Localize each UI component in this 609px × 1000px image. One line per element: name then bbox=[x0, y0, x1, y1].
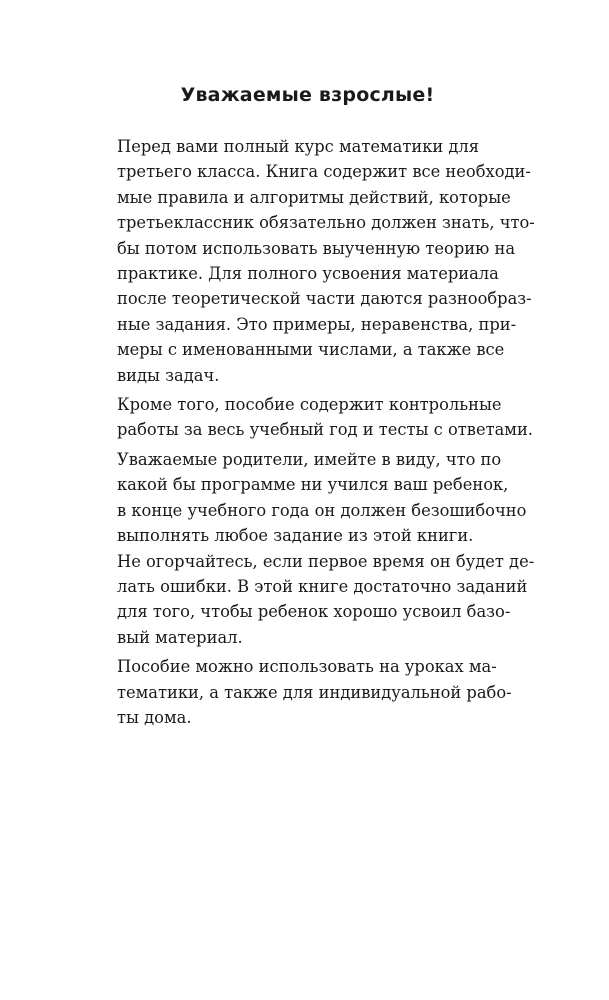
text-line: Перед вами полный курс математики для bbox=[117, 137, 480, 156]
text-line: Не огорчайтесь, если первое время он будет де- bbox=[117, 551, 535, 571]
paragraph bbox=[85, 654, 530, 730]
text-line: работы за весь учебный год и тесты с ответами. bbox=[117, 420, 533, 440]
text-line: вый материал. bbox=[117, 627, 243, 647]
page-content bbox=[85, 82, 535, 734]
text-line: какой бы программе ни учился ваш ребенок, bbox=[117, 475, 509, 495]
text-line: третьего класса. Книга содержит все необходи- bbox=[117, 162, 531, 182]
text-line: ты дома. bbox=[117, 707, 192, 727]
text-line: в конце учебного года он должен безошибочно bbox=[117, 500, 527, 520]
text-line: тематики, а также для индивидуальной рабо- bbox=[117, 682, 512, 702]
text-line: мые правила и алгоритмы действий, которые bbox=[117, 187, 511, 207]
text-line: бы потом использовать выученную теорию на bbox=[117, 238, 516, 258]
text-line: меры с именованными числами, а также все bbox=[117, 340, 505, 360]
text-line: Уважаемые родители, имейте в виду, что по bbox=[117, 449, 502, 469]
text-line: выполнять любое задание из этой книги. bbox=[117, 526, 474, 546]
paragraph bbox=[85, 447, 535, 650]
paragraph bbox=[85, 392, 533, 443]
body-text bbox=[85, 134, 535, 730]
text-line: Кроме того, пособие содержит контрольные bbox=[117, 395, 502, 415]
page-title: Уважаемые взрослые! bbox=[180, 84, 435, 106]
text-line: лать ошибки. В этой книге достаточно заданий bbox=[117, 576, 528, 596]
text-line: ные задания. Это примеры, неравенства, при- bbox=[117, 314, 517, 334]
text-line: после теоретической части даются разнообраз- bbox=[117, 289, 532, 309]
text-line: виды задач. bbox=[117, 365, 220, 385]
text-line: практике. Для полного усвоения материала bbox=[117, 264, 499, 284]
text-line: третьеклассник обязательно должен знать, что- bbox=[117, 213, 535, 233]
paragraph bbox=[85, 134, 535, 388]
text-line: для того, чтобы ребенок хорошо усвоил базо- bbox=[117, 602, 511, 622]
text-line: Пособие можно использовать на уроках ма- bbox=[117, 657, 497, 677]
